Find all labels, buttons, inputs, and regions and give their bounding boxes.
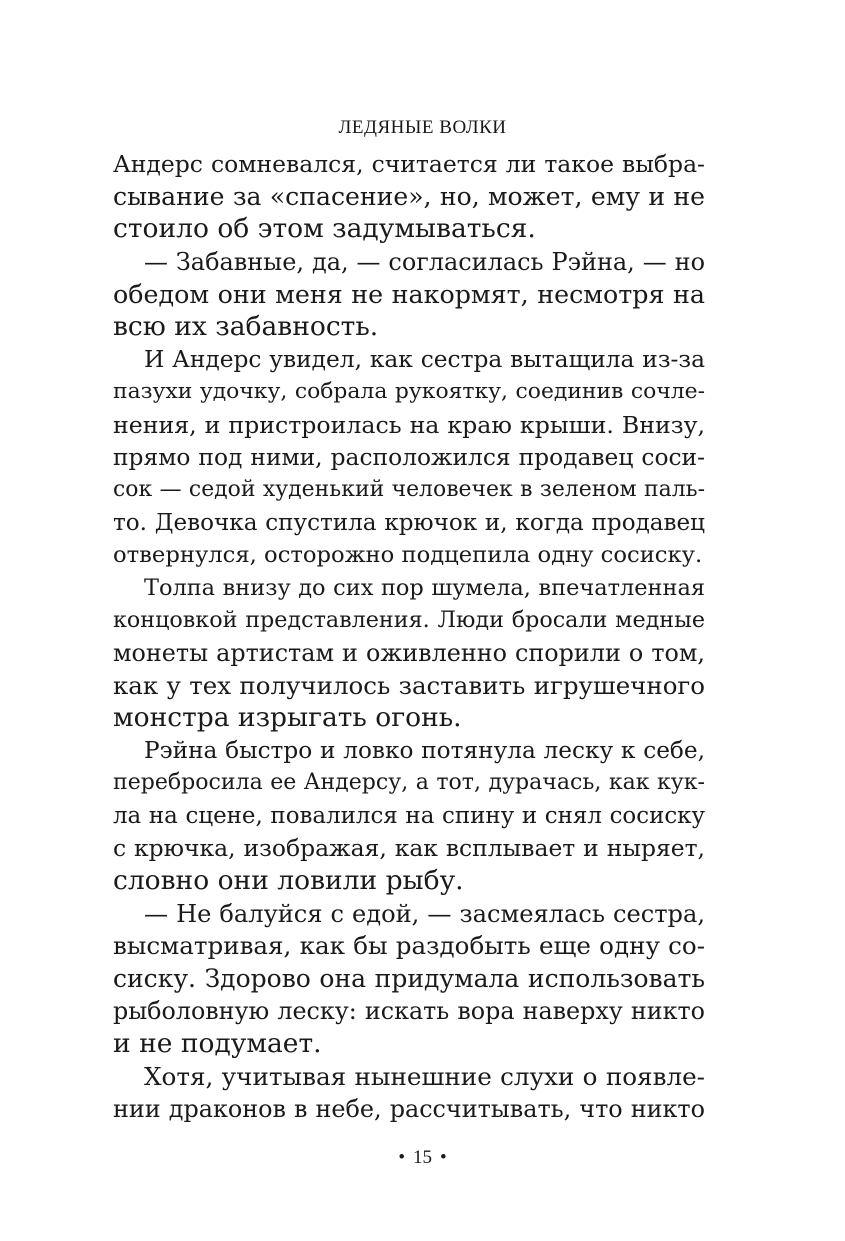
text-line: рыболовную леску: искать вора наверху никто	[113, 997, 705, 1026]
text-line: всю их забавность.	[113, 310, 379, 342]
text-line: обедом они меня не накормят, несмотря на	[113, 279, 705, 310]
text-line: нения, и пристроилась на краю крыши. Внизу,	[113, 410, 705, 439]
text-line: и не подумает.	[113, 1028, 322, 1060]
text-line: отвернулся, осторожно подцепила одну сосиску.	[113, 542, 703, 569]
text-line: с крючка, изображая, как всплывает и ныряет,	[113, 834, 705, 863]
text-line: Андерс сомневался, считается ли такое выбра-	[113, 150, 705, 178]
text-line: Рэйна быстро и ловко потянула леску к себе,	[144, 736, 705, 764]
text-line: — Не балуйся с едой, — засмеялась сестра,	[144, 899, 705, 928]
text-line: сок — седой худенький человечек в зеленом паль-	[113, 476, 705, 502]
page-number	[0, 1147, 845, 1169]
text-line: то. Девочка спустила крючок и, когда продавец	[113, 509, 705, 536]
text-line: концовкой представления. Люди бросали медные	[113, 607, 705, 634]
text-line: нии драконов в небе, рассчитывать, что никто	[113, 1095, 705, 1124]
text-line: словно они ловили рыбу.	[113, 865, 464, 897]
text-line: монеты артистам и оживленно спорили о том,	[113, 638, 705, 667]
running-head: ЛЕДЯНЫЕ ВОЛКИ	[338, 117, 507, 138]
text-line: сиску. Здорово она придумала использовать	[113, 963, 705, 993]
text-line: И Андерс увидел, как сестра вытащила из-за	[144, 345, 705, 373]
text-line: перебросила ее Андерсу, а тот, дурачась, как кук-	[113, 770, 705, 796]
text-line: ла на сцене, повалился на спину и снял сосиску	[113, 802, 705, 829]
text-line: сывание за «спасение», но, может, ему и не	[113, 181, 705, 211]
text-line: высматривая, как бы раздобыть еще одну со-	[113, 931, 705, 961]
folio-number: 15	[413, 1147, 432, 1168]
text-line: пазухи удочку, собрала рукоятку, соединив сочле-	[113, 379, 705, 405]
text-line: монстра изрыгать огонь.	[113, 702, 462, 734]
body-text	[113, 148, 705, 1126]
text-line: стоило об этом задумываться.	[113, 213, 536, 245]
folio-bullet-left: •	[398, 1147, 405, 1168]
text-line: — Забавные, да, — согласилась Рэйна, — но	[144, 247, 705, 276]
text-line: прямо под ними, расположился продавец соси-	[113, 443, 705, 472]
folio-bullet-right: •	[440, 1147, 447, 1168]
text-line: как у тех получилось заставить игрушечного	[113, 670, 705, 700]
text-line: Хотя, учитывая нынешние слухи о появле-	[144, 1061, 705, 1091]
text-line: Толпа внизу до сих пор шумела, впечатленная	[144, 574, 705, 601]
